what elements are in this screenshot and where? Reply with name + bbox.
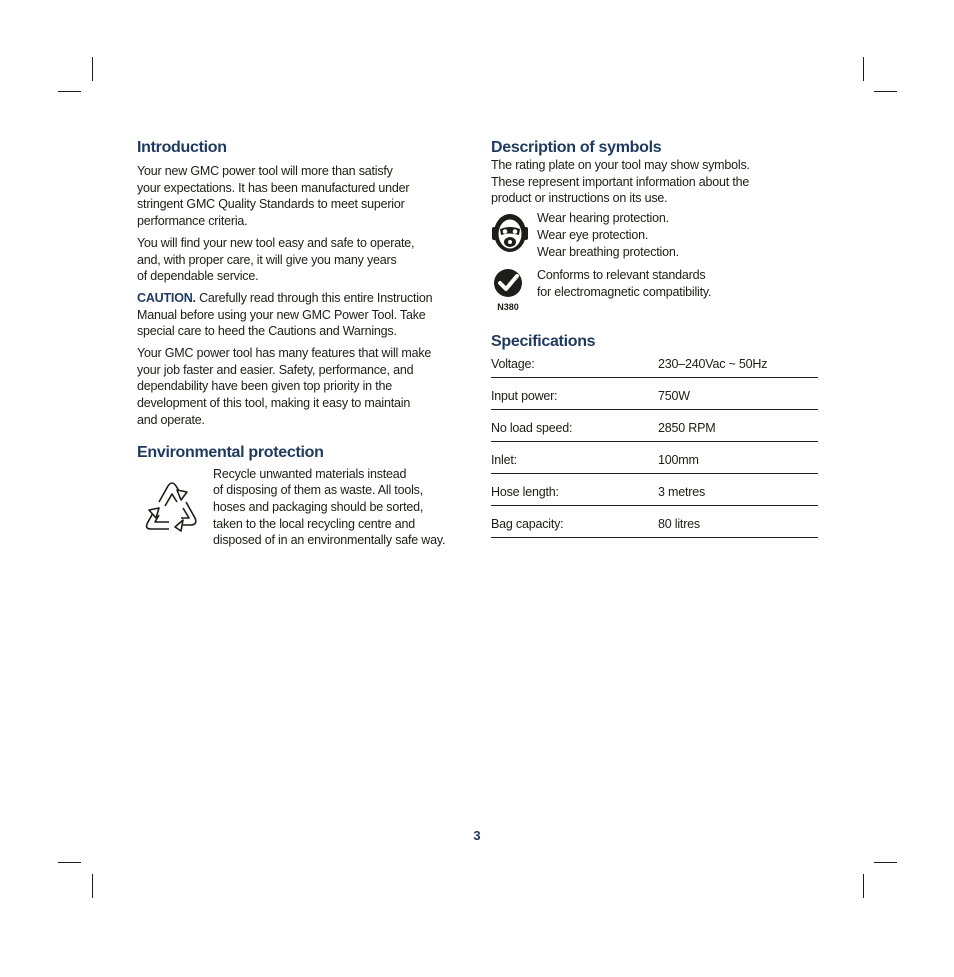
table-row bbox=[491, 474, 818, 506]
crop-mark bbox=[58, 91, 81, 92]
crop-mark bbox=[874, 91, 897, 92]
crop-mark bbox=[874, 862, 897, 863]
crop-mark bbox=[92, 57, 93, 81]
page-number: 3 bbox=[473, 828, 481, 843]
ppe-symbol-row bbox=[491, 212, 821, 260]
spec-label: Input power: bbox=[491, 378, 658, 410]
table-row bbox=[491, 506, 818, 538]
specifications-table bbox=[491, 355, 818, 538]
introduction-heading: Introduction bbox=[137, 139, 227, 156]
table-row bbox=[491, 410, 818, 442]
spec-label: No load speed: bbox=[491, 410, 658, 442]
symbols-heading: Description of symbols bbox=[491, 139, 662, 156]
spec-label: Hose length: bbox=[491, 474, 658, 506]
left-column bbox=[137, 139, 457, 549]
environmental-text: Recycle unwanted materials instead of disposing of them as waste. All tools, hoses and packaging should be sorted, taken to the local recycling centre and disposed of in an environmentally safe way. bbox=[213, 466, 446, 548]
crop-mark bbox=[58, 862, 81, 863]
table-row bbox=[491, 355, 818, 378]
spec-value: 750W bbox=[658, 378, 818, 410]
protective-equipment-icon bbox=[491, 212, 537, 259]
c-tick-icon bbox=[491, 268, 537, 317]
right-column bbox=[491, 139, 821, 538]
spec-label: Bag capacity: bbox=[491, 506, 658, 538]
table-row bbox=[491, 442, 818, 474]
symbols-intro: The rating plate on your tool may show symbols. These represent important information about the product or instructions on its use. bbox=[491, 158, 750, 206]
c-tick-code: N380 bbox=[497, 302, 519, 313]
spec-value: 230–240Vac ~ 50Hz bbox=[658, 355, 818, 378]
specifications-heading: Specifications bbox=[491, 333, 596, 351]
spec-label: Voltage: bbox=[491, 355, 658, 378]
caution-label: CAUTION. bbox=[137, 290, 196, 305]
crop-mark bbox=[863, 874, 864, 898]
introduction-paragraph-4: Your GMC power tool has many features that will make your job faster and easier. Safety, performance, and dependability have been given top priority in the development of this tool, making it easy to maintain and operate. bbox=[137, 346, 432, 427]
spec-label: Inlet: bbox=[491, 442, 658, 474]
c-tick-symbol-row bbox=[491, 268, 821, 317]
crop-mark bbox=[863, 57, 864, 81]
caution-paragraph: CAUTION. Carefully read through this entire Instruction Manual before using your new GMC Power Tool. Take special care to heed the Cautions and Warnings. bbox=[137, 290, 433, 339]
spec-value: 100mm bbox=[658, 442, 818, 474]
recycle-icon bbox=[137, 466, 213, 550]
ppe-symbol-text: Wear hearing protection. Wear eye protection. Wear breathing protection. bbox=[537, 211, 679, 259]
spec-value: 3 metres bbox=[658, 474, 818, 506]
environmental-section bbox=[137, 466, 457, 550]
introduction-paragraph-2: You will find your new tool easy and safe to operate, and, with proper care, it will give you many years of dependable service. bbox=[137, 235, 415, 284]
c-tick-symbol-text: Conforms to relevant standards for electromagnetic compatibility. bbox=[537, 268, 712, 299]
table-row bbox=[491, 378, 818, 410]
spec-value: 80 litres bbox=[658, 506, 818, 538]
environmental-heading: Environmental protection bbox=[137, 443, 324, 461]
spec-value: 2850 RPM bbox=[658, 410, 818, 442]
crop-mark bbox=[92, 874, 93, 898]
introduction-paragraph-1: Your new GMC power tool will more than satisfy your expectations. It has been manufactured under stringent GMC Quality Standards to meet superior performance criteria. bbox=[137, 164, 410, 229]
